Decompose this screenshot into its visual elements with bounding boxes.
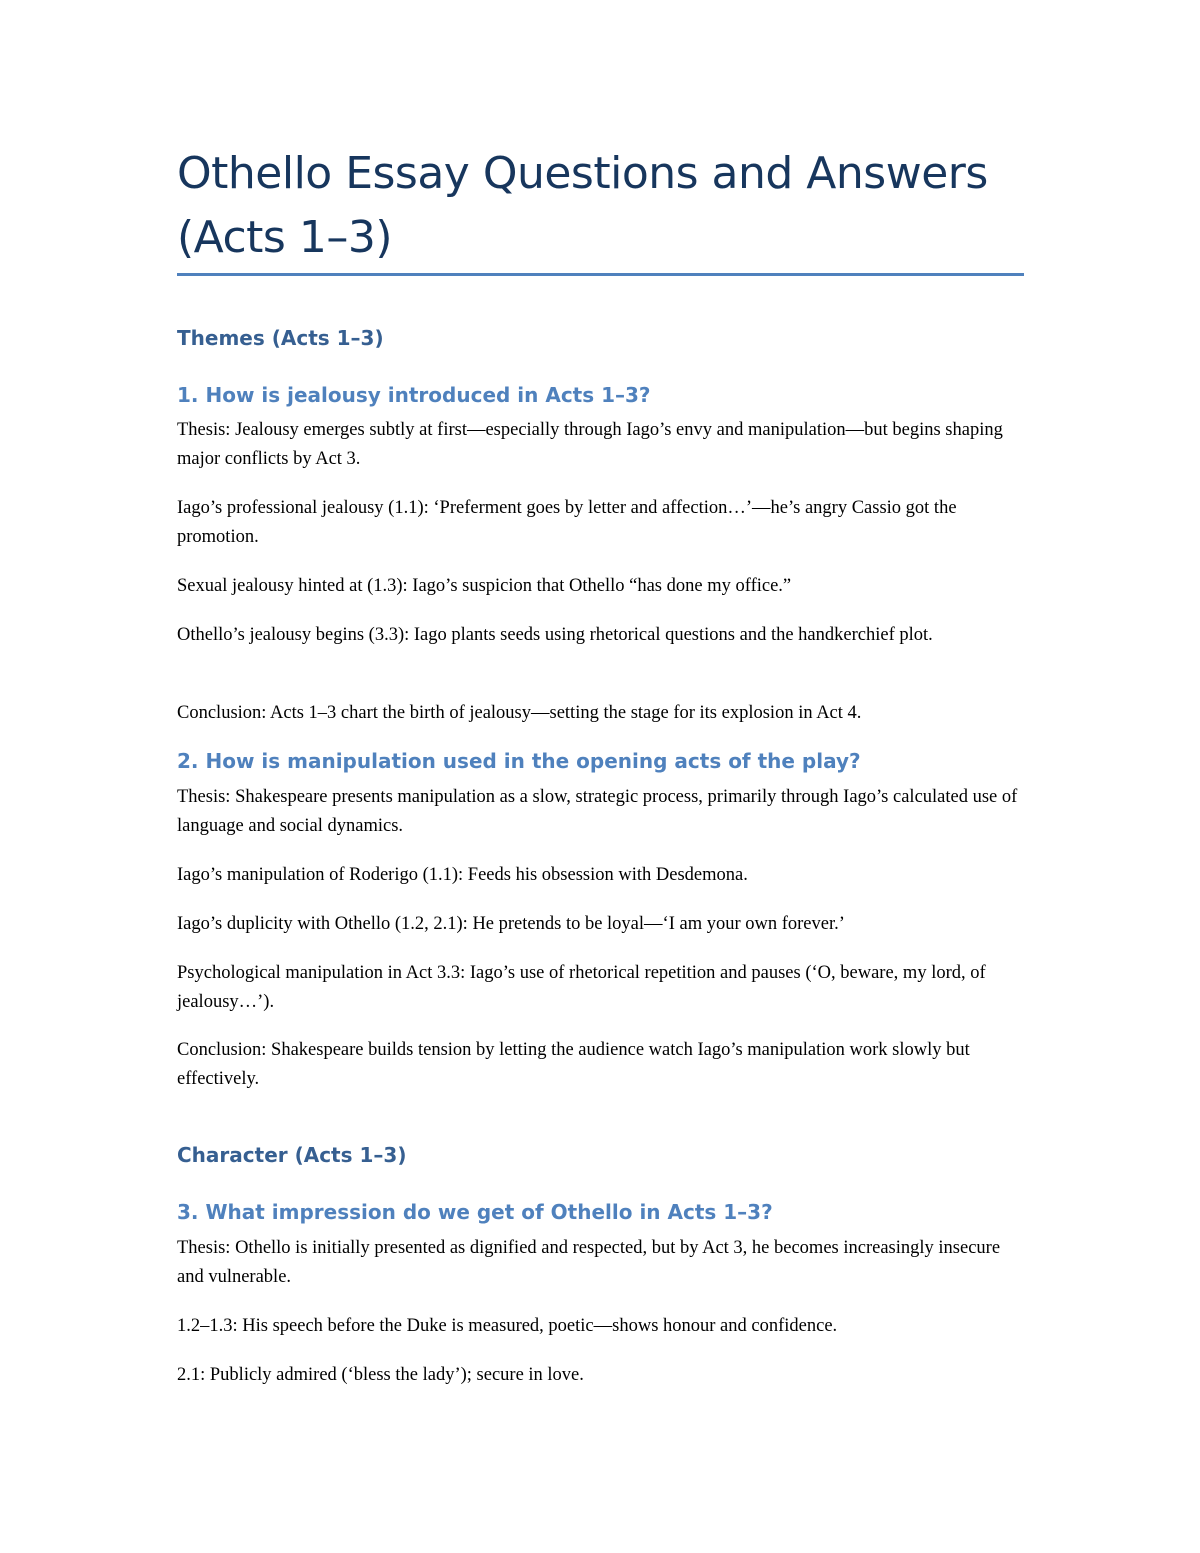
title-underline <box>177 273 1024 276</box>
q1-point-1: Iago’s professional jealousy (1.1): ‘Preferment goes by letter and affection…’—he’s angry Cassio got the promotion. <box>177 498 957 547</box>
q1-conclusion: Conclusion: Acts 1–3 chart the birth of jealousy—setting the stage for its explosion in Act 4. <box>177 703 862 723</box>
document-title: Othello Essay Questions and Answers (Acts 1–3) <box>177 148 988 263</box>
q2-point-1: Iago’s manipulation of Roderigo (1.1): Feeds his obsession with Desdemona. <box>177 865 748 885</box>
q1-thesis: Thesis: Jealousy emerges subtly at first—especially through Iago’s envy and manipulation—but begins shaping major conflicts by Act 3. <box>177 420 1003 469</box>
q1-point-3: Othello’s jealousy begins (3.3): Iago plants seeds using rhetorical questions and the handkerchief plot. <box>177 625 933 645</box>
q2-point-3: Psychological manipulation in Act 3.3: Iago’s use of rhetorical repetition and pauses (‘O, beware, my lord, of jealousy…’). <box>177 963 986 1012</box>
q2-thesis: Thesis: Shakespeare presents manipulation as a slow, strategic process, primarily through Iago’s calculated use of language and social dynamics. <box>177 787 1018 836</box>
q2-point-2: Iago’s duplicity with Othello (1.2, 2.1): He pretends to be loyal—‘I am your own forever.’ <box>177 914 845 934</box>
q2-conclusion: Conclusion: Shakespeare builds tension by letting the audience watch Iago’s manipulation work slowly but effectively. <box>177 1040 970 1089</box>
question-heading-3: 3. What impression do we get of Othello in Acts 1–3? <box>177 1200 773 1224</box>
section-heading-themes: Themes (Acts 1–3) <box>177 326 384 350</box>
question-heading-2: 2. How is manipulation used in the opening acts of the play? <box>177 749 861 773</box>
q1-point-2: Sexual jealousy hinted at (1.3): Iago’s suspicion that Othello “has done my office.” <box>177 576 792 596</box>
document-page <box>177 0 1027 1553</box>
q3-thesis: Thesis: Othello is initially presented as dignified and respected, but by Act 3, he becomes increasingly insecure and vulnerable. <box>177 1238 1001 1287</box>
q3-point-1: 1.2–1.3: His speech before the Duke is measured, poetic—shows honour and confidence. <box>177 1316 838 1336</box>
section-heading-character: Character (Acts 1–3) <box>177 1143 407 1167</box>
q3-point-2: 2.1: Publicly admired (‘bless the lady’); secure in love. <box>177 1365 584 1385</box>
question-heading-1: 1. How is jealousy introduced in Acts 1–3? <box>177 383 651 407</box>
